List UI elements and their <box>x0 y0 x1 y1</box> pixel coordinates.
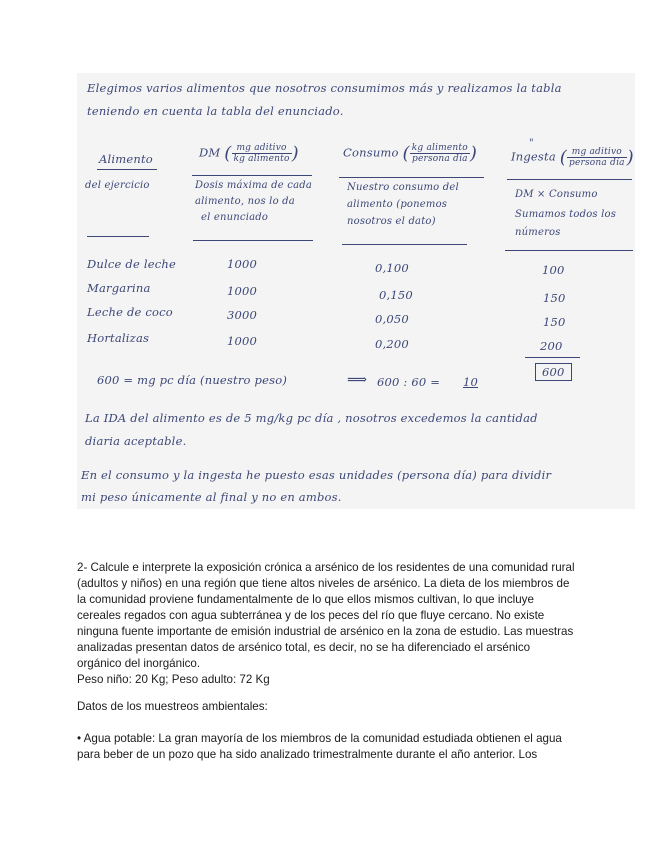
row-consumo: 0,200 <box>375 337 409 351</box>
conclusion-line-1: La IDA del alimento es de 5 mg/kg pc día , nosotros excedemos la cantidad <box>85 411 538 425</box>
desc-ingesta-2: Sumamos todos los <box>515 209 617 220</box>
row-consumo: 0,050 <box>375 312 409 326</box>
note-line-2: mi peso únicamente al final y no en ambos. <box>81 490 342 504</box>
section-rule <box>342 244 467 245</box>
header-underline <box>339 177 484 178</box>
result-calc: 600 : 60 = <box>377 375 441 389</box>
intro-line-2: teniendo en cuenta la tabla del enunciado. <box>87 104 344 118</box>
row-consumo: 0,150 <box>379 288 413 302</box>
section-rule <box>505 250 633 251</box>
row-dm: 1000 <box>227 257 258 271</box>
header-alimento: Alimento <box>99 152 153 166</box>
section-title: Datos de los muestreos ambientales: <box>77 700 268 713</box>
result-arrow: ⟹ <box>347 372 368 388</box>
row-ingesta: 200 <box>540 339 563 353</box>
header-underline <box>192 175 312 176</box>
header-consumo: Consumo ( $\frac{\text{kg alimento}}{\text{persona día}}$ ) <box>343 143 478 164</box>
header-underline <box>507 179 632 180</box>
section-rule <box>87 236 149 237</box>
section-rule <box>193 240 313 241</box>
desc-consumo-3: nosotros el dato) <box>347 216 436 227</box>
row-alimento: Margarina <box>87 281 151 295</box>
row-ingesta: 150 <box>543 291 566 305</box>
result-left: 600 = mg pc día (nuestro peso) <box>97 373 288 387</box>
exercise-statement: 2- Calcule e interprete la exposición crónica a arsénico de los residentes de una comunidad rural (adultos y niños) en una región que tiene altos niveles de arsénico. La dieta de los miembros de la comunidad proviene fundamentalmente de lo que ellos mismos cultivan, lo que incluye cereales regados con agua subterránea y de los peces del río que fluye cercano. No existe ninguna fuente importante de emisión industrial de arsénico en la zona de estudio. Las muestras analizadas presentan datos de arsénico total, es decir, no se ha diferenciado el arsénico orgánico del inorgánico. <box>77 561 575 670</box>
header-underline <box>97 169 157 170</box>
desc-ingesta-1: DM × Consumo <box>515 189 598 200</box>
weights-line: Peso niño: 20 Kg; Peso adulto: 72 Kg <box>77 673 270 686</box>
header-dm: DM ( $\frac{\text{mg aditivo}}{\text{kg alimento}}$ ) <box>199 143 299 164</box>
bullet-agua-potable: • Agua potable: La gran mayoría de los miembros de la comunidad estudiada obtienen el agua para beber de un pozo que ha sido analizado trimestralmente durante el año anterior. Los <box>77 732 562 761</box>
row-ingesta: 150 <box>543 315 566 329</box>
desc-consumo-2: alimento (ponemos <box>347 199 448 210</box>
intro-line-1: Elegimos varios alimentos que nosotros consumimos más y realizamos la tabla <box>87 81 562 95</box>
row-alimento: Leche de coco <box>87 305 173 319</box>
result-value: 10 <box>463 375 479 389</box>
desc-alimento: del ejercicio <box>85 180 150 191</box>
desc-ingesta-3: números <box>515 227 561 238</box>
row-alimento: Hortalizas <box>87 331 150 345</box>
row-dm: 1000 <box>227 334 258 348</box>
row-ingesta: 100 <box>542 263 565 277</box>
row-consumo: 0,100 <box>375 261 409 275</box>
sum-rule <box>525 357 580 358</box>
desc-dm-2: alimento, nos lo da <box>195 196 295 207</box>
header-ingesta: Ingesta ( $\frac{\text{mg aditivo}}{\text{persona día}}$ ) <box>511 147 634 168</box>
row-dm: 3000 <box>227 308 258 322</box>
desc-consumo-1: Nuestro consumo del <box>347 182 459 193</box>
row-alimento: Dulce de leche <box>87 257 176 271</box>
desc-dm-1: Dosis máxima de cada <box>195 180 313 191</box>
handwritten-notes-image <box>77 73 635 509</box>
header-ingesta-mark: " <box>529 138 534 149</box>
desc-dm-3: el enunciado <box>201 212 269 223</box>
note-line-1: En el consumo y la ingesta he puesto esas unidades (persona día) para dividir <box>81 468 552 482</box>
conclusion-line-2: diaria aceptable. <box>85 434 187 448</box>
row-dm: 1000 <box>227 284 258 298</box>
exercise-paragraph <box>77 560 577 688</box>
total-ingesta: 600 <box>535 363 572 381</box>
